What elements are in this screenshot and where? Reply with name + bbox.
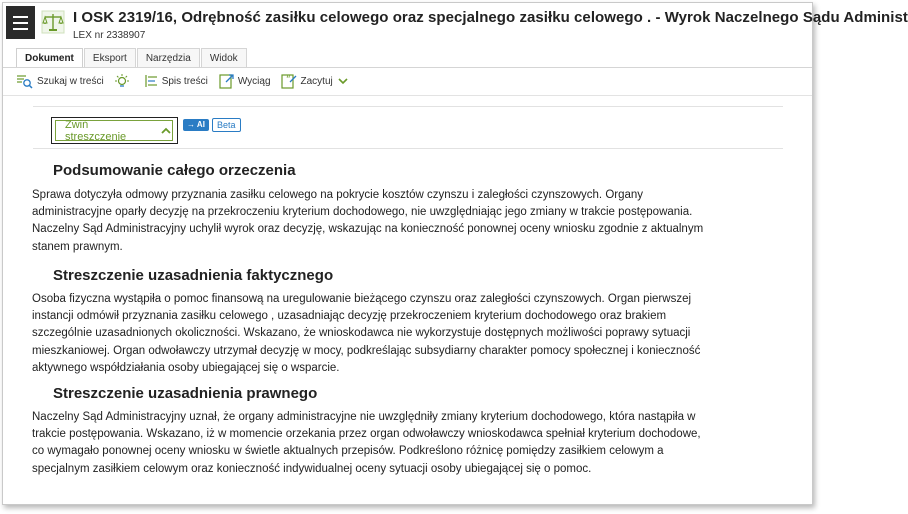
paragraph-line: specjalnym zasiłkiem celowym oraz konieczność indywidualnej oceny sytuacji osoby ubiegającej się o pomoc.: [32, 462, 592, 475]
quote-label: Zacytuj: [300, 75, 333, 87]
menu-button[interactable]: [6, 6, 35, 39]
lex-number: LEX nr 2338907: [73, 30, 146, 41]
chevron-up-icon: [160, 126, 172, 136]
chevron-down-icon[interactable]: [337, 76, 349, 86]
section-paragraph: [32, 409, 762, 478]
beta-badge: Beta: [212, 118, 241, 132]
section-paragraph: [32, 291, 762, 377]
document-title: I OSK 2319/16, Odrębność zasiłku celowego oraz specjalnego zasiłku celowego . - Wyrok Naczelnego Sądu Administ: [73, 9, 908, 26]
document-window: [2, 2, 908, 505]
collapse-summary-label: Zwiń streszczenie: [65, 118, 127, 143]
collapse-summary-button[interactable]: [51, 117, 178, 144]
search-in-content-label: Szukaj w treści: [37, 75, 104, 87]
paragraph-line: mieszkaniowej. Organ odwoławczy utrzymał decyzję w mocy, podkreślając subsydiarny charakter pomocy społecznej i konieczność: [32, 344, 701, 357]
paragraph-line: trakcie postępowania. Wskazano, iż w momencie orzekania przez organ odwoławczy wnioskodawca spełniał kryterium dochodowe,: [32, 428, 701, 441]
tab-widok[interactable]: Widok: [201, 48, 247, 68]
tabs-divider: [3, 67, 812, 68]
paragraph-line: stanem prawnym.: [32, 240, 123, 253]
ribbon-tabs: [16, 48, 248, 68]
scales-of-justice-icon: [41, 10, 65, 34]
list-icon: [143, 73, 159, 89]
paragraph-line: Osoba fizyczna wystąpiła o pomoc finansową na uregulowanie bieżącego czynszu oraz zaległości czynszowych. Organ pierwszej: [32, 293, 692, 305]
extract-icon: [217, 73, 235, 89]
collapse-summary-inner: [55, 120, 173, 141]
menu-bar: [13, 28, 28, 30]
search-doc-icon: [16, 73, 34, 89]
quote-icon: [280, 73, 298, 89]
ai-badge: → AI: [183, 119, 209, 131]
paragraph-line: szczególnie uzasadnionych okoliczności. Wskazano, że wnioskodawca nie wykorzystuje dostępnych możliwości poprawy sytuacji: [32, 327, 691, 340]
extract-button[interactable]: [217, 73, 271, 89]
section-heading: Podsumowanie całego orzeczenia: [53, 162, 296, 179]
lightbulb-icon: [113, 73, 131, 89]
tab-eksport[interactable]: Eksport: [84, 48, 136, 68]
paragraph-line: co wymagało ponownej oceny wniosku w świetle aktualnych przepisów. Podkreślono różnicę pomiędzy zasiłkiem celowym a: [32, 445, 664, 458]
section-paragraph: [32, 187, 762, 256]
paragraph-line: Sprawa dotyczyła odmowy przyznania zasiłku celowego na pokrycie kosztów czynszu i zaległości czynszowych. Organy: [32, 189, 644, 201]
tab-narzedzia[interactable]: Narzędzia: [137, 48, 200, 68]
extract-label: Wyciąg: [237, 75, 271, 87]
quote-button[interactable]: [280, 73, 352, 89]
paragraph-line: instancji odmówił przyznania zasiłku celowego , uzasadniając decyzję przekroczeniem kryterium dochodowego oraz brakiem: [32, 310, 667, 323]
highlight-button[interactable]: [113, 73, 134, 89]
section-heading: Streszczenie uzasadnienia prawnego: [53, 385, 318, 402]
divider: [33, 148, 783, 149]
table-of-contents-label: Spis treści: [161, 75, 208, 87]
paragraph-line: Naczelny Sąd Administracyjny uchylił wyrok oraz decyzję, wskazując na konieczność ponownej oceny wniosku zgodnie z aktualnym: [32, 223, 704, 236]
menu-bar: [13, 22, 28, 24]
document-header: [3, 3, 908, 47]
table-of-contents-button[interactable]: [143, 73, 208, 89]
menu-bar: [13, 16, 28, 18]
section-heading: Streszczenie uzasadnienia faktycznego: [53, 267, 334, 284]
paragraph-line: Naczelny Sąd Administracyjny uznał, że organy administracyjne nie uwzględniły zmiany kryterium dochodowego, która nastąpiła w: [32, 411, 696, 423]
svg-text:“: “: [285, 75, 291, 85]
divider: [33, 106, 783, 107]
document-content: [3, 96, 812, 506]
paragraph-line: administracyjne oparły decyzję na przekroczeniu kryterium dochodowego, nie uwzględniając jego zmiany w trakcie postępowania.: [32, 206, 693, 219]
ribbon-toolbar: [16, 71, 361, 91]
search-in-content-button[interactable]: [16, 73, 104, 89]
paragraph-line: aktywnego współdziałania osoby ubiegającej się o wsparcie.: [32, 361, 340, 374]
tab-dokument[interactable]: Dokument: [16, 48, 83, 68]
